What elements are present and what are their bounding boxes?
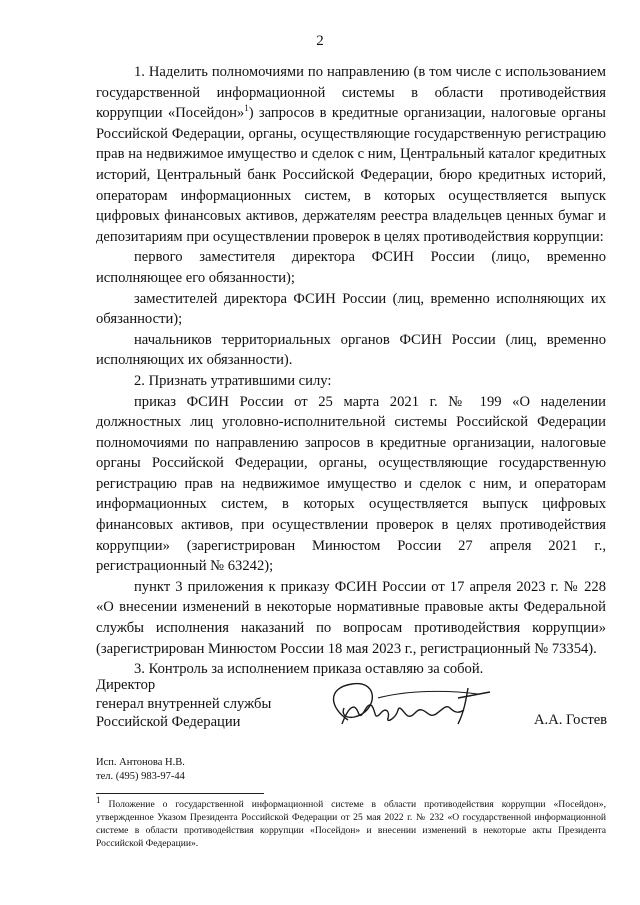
- item-1-sub-2: заместителей директора ФСИН России (лиц, временно исполняющих их обязанности);: [96, 290, 606, 328]
- footnote-separator: [96, 793, 264, 794]
- item-1-sub-3: начальников территориальных органов ФСИН России (лиц, временно исполняющих их обязанности).: [96, 331, 606, 369]
- handwritten-signature: [318, 668, 498, 740]
- item-2-sub-2: пункт 3 приложения к приказу ФСИН России от 17 апреля 2023 г. № 228 «О внесении изменений в некоторые нормативные правовые акты Федеральной службы исполнения наказаний по вопросам противодействия коррупции» (зарегистрирован Минюстом России 18 мая 2023 г., регистрационный № 73354).: [96, 578, 606, 657]
- signatory-rank: генерал внутренней службы: [96, 695, 272, 712]
- footnote-mark: 1: [96, 794, 101, 805]
- page-number: 2: [316, 33, 324, 49]
- item-1-sub-1: первого заместителя директора ФСИН России (лицо, временно исполняющее его обязанности);: [96, 249, 606, 286]
- signatory-title: [96, 676, 271, 732]
- item-2-heading: 2. Признать утратившими силу:: [134, 372, 332, 389]
- executor-phone: тел. (495) 983-97-44: [96, 771, 185, 782]
- footnote: [96, 794, 607, 850]
- item-2-sub-1: приказ ФСИН России от 25 марта 2021 г. № 199 «О наделении должностных лиц уголовно-исполнительной системы Российской Федерации полномочиями по направлению запросов в кредитные организации, налоговые органы Российской Федерации, органы, осуществляющие государственную регистрацию прав на недвижимое имущество и сделок с ним, и операторам информационных систем, в которых осуществляется выпуск цифровых финансовых активов, при осуществлении проверок в целях противодействия коррупции» (зарегистрирован Минюстом России 27 апреля 2021 г., регистрационный № 63242);: [96, 393, 606, 575]
- item-1-text-b: ) запросов в кредитные организации, налоговые органы Российской Федерации, органы, осуществляющие государственную регистрацию прав на недвижимое имущество и сделок с ним, Центральный каталог кредитных историй, Центральный банк Российской Федерации, бюро кредитных историй, операторам информационных систем, в которых осуществляется выпуск цифровых финансовых активов, держателям реестра владельцев ценных бумаг и депозитариям при осуществлении проверок в целях противодействия коррупции:: [96, 105, 606, 245]
- footnote-reference[interactable]: 1: [244, 103, 249, 114]
- executor-info: [96, 756, 185, 784]
- signatory-position: Директор: [96, 677, 156, 693]
- item-1-text-a: 1. Наделить полномочиями по направлению (в том числе с использованием государственной информационной системы в области противодействия коррупции «Посейдон»: [96, 64, 606, 122]
- order-body: [96, 62, 606, 680]
- footnote-paragraph: [96, 794, 607, 850]
- executor-name: Исп. Антонова Н.В.: [96, 757, 185, 768]
- signatory-rank-country: Российской Федерации: [96, 714, 241, 730]
- footnote-text: Положение о государственной информационной системе в области противодействия коррупции «Посейдон», утвержденное Указом Президента Российской Федерации от 25 мая 2022 г. № 232 «О государственной информационной системе в области противодействия коррупции «Посейдон» и внесении изменений в некоторые акты Президента Российской Федерации».: [96, 799, 607, 849]
- item-1-paragraph: [96, 62, 606, 247]
- item-3-paragraph: 3. Контроль за исполнением приказа оставляю за собой.: [134, 661, 484, 678]
- signatory-name: А.А. Гостев: [534, 712, 608, 728]
